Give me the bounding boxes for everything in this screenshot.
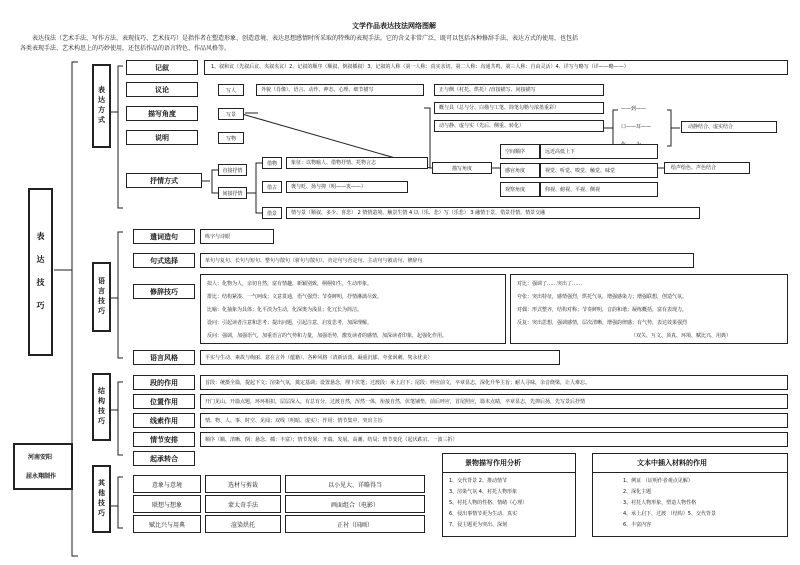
- node-paragraph: 段的作用: [133, 375, 195, 390]
- via-scene-detail: 情与景（顺叙、多少、喜悲） 2 情情造境、触景生情 4 以（乐、悲）写（乐悲） 3 融情于景，借景抒情，情景交融: [286, 207, 700, 219]
- desc-motion: 动与静、虚与实（先后、侧重、转化）: [434, 120, 604, 132]
- page-title: 文学作品表达技法网络图解: [352, 22, 436, 30]
- sentence-detail: 单句与复句、长句与短句、整句与散句（骈句与散句）、肯定句与否定句、主动句与被动句、修辞句: [200, 253, 694, 268]
- author-name: 屈永翔制作: [26, 473, 57, 480]
- via-history-detail: 褒与贬、扬与抑（明——衷——）: [286, 181, 408, 193]
- node-sentence: 句式选择: [133, 253, 195, 268]
- via-scene: 借景: [262, 207, 282, 219]
- root-box: [28, 188, 53, 356]
- clue-detail: 情、物、人、事、时空、见闻；双线（明暗、虚实）；作用：情节集中，突出主旨: [200, 413, 788, 428]
- node-rhetoric: 修辞技巧: [133, 284, 195, 299]
- node-plot: 情节安排: [133, 432, 195, 447]
- sub-write-object: 写物: [218, 132, 244, 144]
- desc-side: 正与侧（衬托、烘托）/直接描写、间接描写: [434, 84, 604, 96]
- intro-line-2: 各类表现手法、艺术构思上的巧妙使用，还包括作品的语言特色、作品风格等。: [20, 45, 231, 52]
- rhetoric-right: 对比：强调了……突出了…… 夸张：突出特征，感情强烈，烘托气氛，增强感染力；增强联想，创造气氛。 对偶：形式整齐，结构对称；节奏鲜明，音韵和谐；凝练概括，富有表现力。 反复：突出思想，强调感情，层次清晰，增强韵律感；有气势，表达效果强烈 （双关、互文、顶真、环境、赋比兴、用典）: [510, 274, 788, 344]
- person-detail: 外貌（肖像）、语言、动作、神态、心理、细节描写: [256, 84, 424, 96]
- section-other: 其他技巧: [92, 465, 111, 533]
- indirect-lyric: 间接抒情: [218, 187, 247, 199]
- mid-right-box: 动静结合、虚实结合: [681, 121, 777, 133]
- node-argument: 议论: [126, 82, 198, 97]
- node-exposition: 说明: [126, 130, 198, 145]
- mid-2: 口——耳——: [621, 124, 652, 130]
- desc-general: 概与具（总与分、白描与工笔、简笔勾勒与浓墨重彩）: [434, 102, 604, 114]
- via-object: 借物: [262, 157, 282, 169]
- style-detail: 平实与生动、素故与绚丽、意在言外（蕴籍）、各种风格（清新活泼、凝重沉郁、夸张讽刺、隽永优美）: [200, 350, 560, 365]
- author-box: [13, 443, 73, 490]
- node-style: 语言风格: [133, 350, 195, 365]
- node-narration: 记叙: [126, 60, 198, 75]
- sub-write-scene: 写景: [218, 108, 244, 120]
- scenery-function-box: 景物描写作用分析 1、交代背景 2、推动情节 3、渲染气氛 4、衬托人物形象 5、衬托人物的性格、情绪（心理） 6、侵出事情节更为生动、真实 7、侵主题更为突出、深刻: [442, 453, 576, 537]
- mid-1: ——到——: [621, 106, 647, 112]
- node-wording: 遣词造句: [133, 229, 195, 244]
- position-detail: 开门见山，开篇点题，环环相扣，层层深入，有总有分，过渡自然，浑然一体，衔接自然，伏笔铺垫，前后呼应，首尾照应，篇末点睛，卒章显志，先抑后扬，先写景后抒情: [200, 394, 788, 409]
- inserted-material-title: 文本中插入材料的作用: [637, 459, 707, 467]
- desc-angle-box: 描写角度: [432, 162, 492, 174]
- intro-line-1: 表达技法（艺术手法、写作方法、表现技巧、艺术技巧）是指作者在塑造形象、创造意境、表达思想感情时所采取的特殊的表现手法。它的含义非常广泛，既可以包括各种修辞手法、表达方式的使用，也包括: [32, 35, 579, 42]
- paragraph-detail: 首段：统摄全篇，提起下文；渲染气氛，奠定基调；设置悬念，埋下伏笔；过渡段：承上启下；尾段：呼应前文，卒章显志，深化升华主旨；耐人寻味，余音绕梁，让人难忘。: [200, 375, 788, 390]
- scenery-function-title: 景物描写作用分析: [465, 459, 521, 467]
- section-structure: 结构技巧: [92, 373, 111, 441]
- plot-detail: 顺序（顺、清晰、倒：悬念、插：丰富）；情节发展：开端、发展、高潮、结局；情节变化（起伏跌宕、一波三折）: [200, 432, 788, 447]
- rhetoric-left: 拟人：化物为人，亲切自然，富有情趣，新颖别致，栩栩如生，生动形象。 排比：结构紧凑、一气呵成；文意贯通，语气强烈；节奏鲜明，抒情淋漓尽致。 比喻：化抽象为具体；化平淡为生动，化深奥为浅显；化冗长为简洁。 设问：引起读者注意和思考；提出问题，引起注意，启发思考，加深理解。 反问：强调，加强语气，加重语言的气势和力量，加强语势，激发读者的感情，加深读者印象，起强化作用。: [200, 274, 506, 344]
- node-structure-flow: 起承转合: [133, 451, 195, 466]
- grid-right-box: 绘声绘色、声色结合: [664, 162, 750, 174]
- direct-lyric: 直接抒情: [218, 164, 247, 176]
- root-label: 表 达 技 巧: [36, 232, 45, 312]
- node-description-angle: 描写角度: [126, 106, 198, 121]
- inserted-material-box: 文本中插入材料的作用 1、例证 （证明作者观点见解） 2、深化主题 3、衬托人物形象，塑造人物性格 4、承上启下、过渡 （结构）5、交代背景 6、丰富内容: [592, 453, 788, 537]
- section-language: 语言技巧: [92, 262, 111, 332]
- section-expression: 表达方式: [92, 64, 111, 148]
- via-history: 借古: [262, 181, 282, 193]
- other-grid: 意象与意境 选材与剪裁 以小见大、详略得当 联想与想象 蒙太奇手法 画面组合（电影） 赋比兴与用典 渲染烘托 正衬（国画）: [133, 475, 425, 533]
- node-position: 位置作用: [133, 394, 195, 409]
- sense-grid: 空间顺序 远近高低上下 感官角度 视觉、听觉、嗅觉、触觉、味觉 观察角度 仰视、俯视、平视、侧视: [500, 144, 658, 197]
- via-object-detail: 象征：以物喻人、借物抒情、托物言志: [286, 157, 428, 169]
- narration-detail: 1、叙和议（先叙后议、夹叙夹议）2、记叙的顺序（顺叙、倒叙插叙）3、记叙的人称（第一人称：真实亲切、第二人称：沟通共鸣、第三人称：自由灵活）4、详写与略写（详——略——）: [204, 60, 788, 75]
- wording-detail: 练字与诗眼: [200, 229, 274, 244]
- sub-write-person: 写人: [218, 84, 244, 96]
- node-clue: 线索作用: [133, 413, 195, 428]
- node-lyric: 抒情方式: [126, 173, 202, 188]
- author-place: 河南安阳: [28, 454, 53, 461]
